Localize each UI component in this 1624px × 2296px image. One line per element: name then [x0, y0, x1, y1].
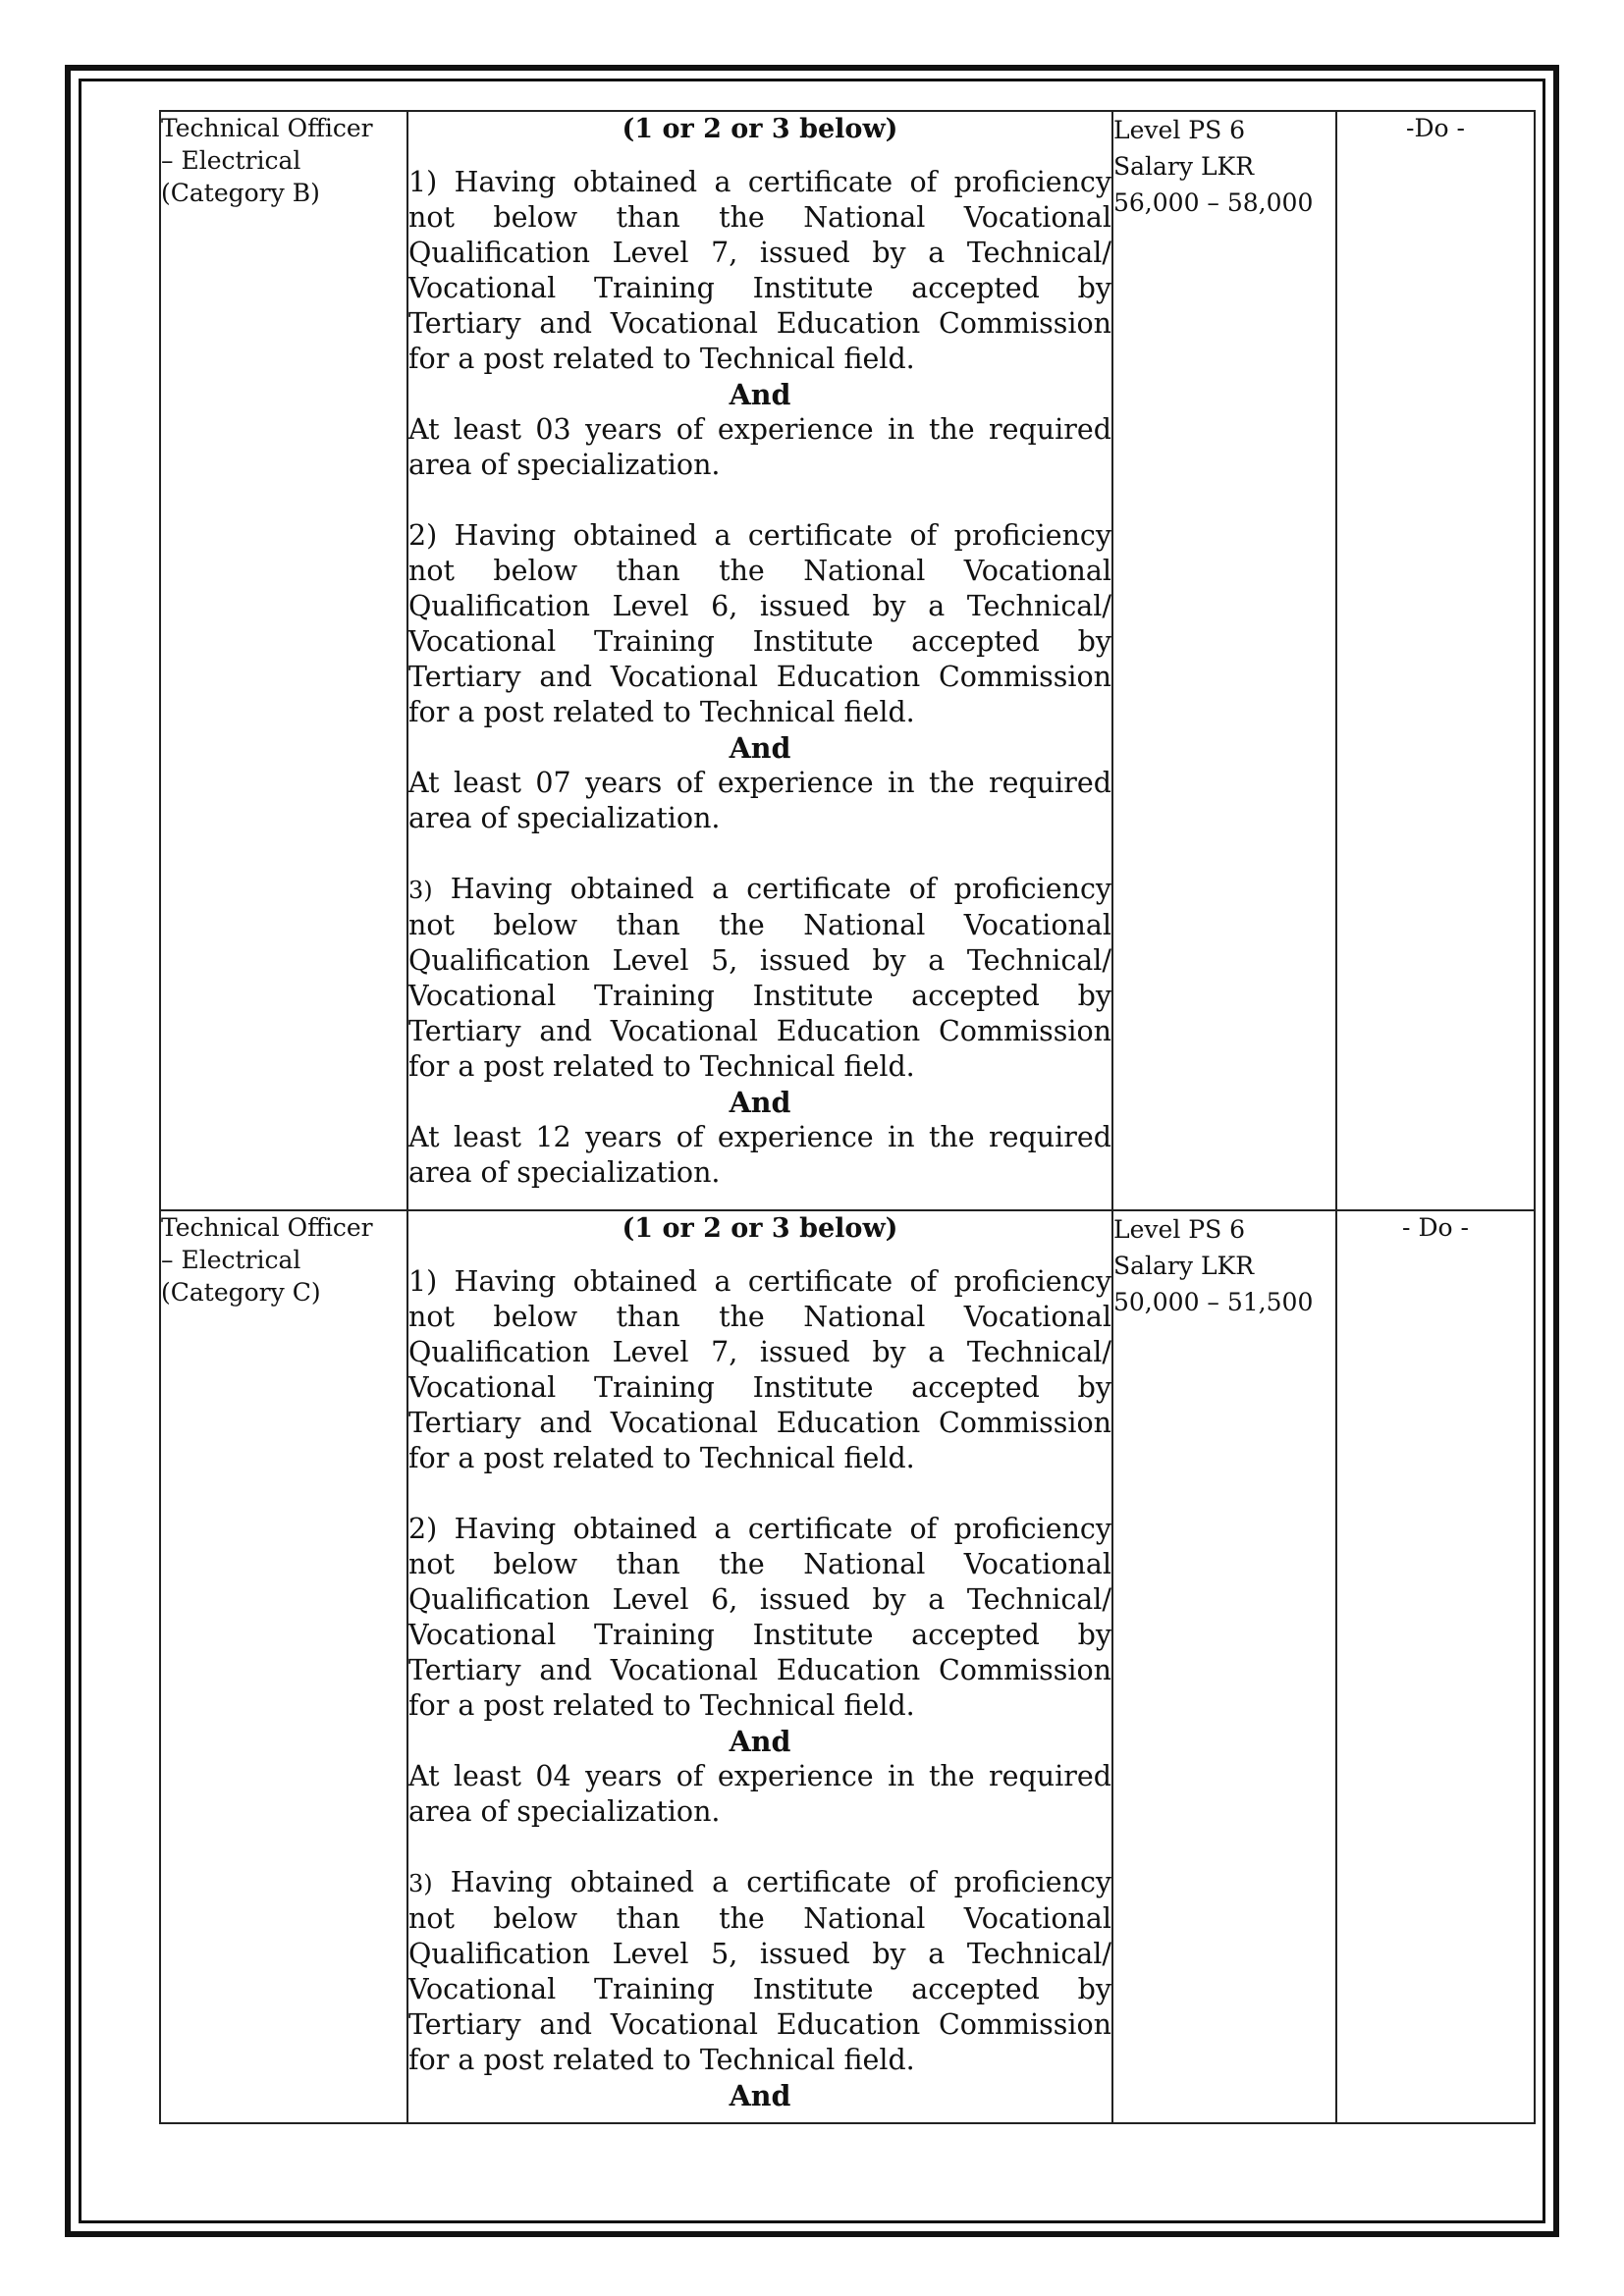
salary-level: Level PS 6 [1113, 1215, 1246, 1244]
salary-range: 50,000 – 51,500 [1113, 1288, 1314, 1316]
post-discipline: – Electrical [161, 1246, 301, 1274]
experience-requirement: At least 03 years of experience in the required area of specialization. [408, 413, 1111, 481]
qualification-option-2 [408, 518, 1111, 730]
salary-cell [1112, 1210, 1336, 2123]
option-number: 3) [408, 877, 433, 904]
and-connector: And [729, 1086, 791, 1119]
and-connector: And [729, 731, 791, 765]
experience-requirement: At least 12 years of experience in the required area of specialization. [408, 1121, 1111, 1189]
post-category: (Category B) [161, 179, 320, 207]
option-text: Having obtained a certificate of proficiency not below than the National Vocational Qualification Level 7, issued by a Technical/ Vocational Training Institute accepted by Tertiary and Vocational Education Commission for a post related to Technical field. [408, 166, 1111, 375]
ditto-mark: - Do - [1402, 1213, 1469, 1242]
recruitment-method-cell [1336, 1210, 1535, 2123]
option-text: Having obtained a certificate of proficiency not below than the National Vocational Qualification Level 5, issued by a Technical/ Vocational Training Institute accepted by Tertiary and Vocational Education Commission for a post related to Technical field. [408, 1866, 1112, 2076]
qualification-option-1 [408, 1264, 1111, 1476]
qualification-option-3 [408, 872, 1111, 1085]
post-title: Technical Officer [161, 114, 373, 142]
post-category: (Category C) [161, 1278, 321, 1307]
post-name-cell [160, 1210, 407, 2123]
and-connector: And [729, 1725, 791, 1758]
post-name-cell [160, 111, 407, 1210]
option-number: 2) [408, 519, 438, 552]
option-number: 2) [408, 1513, 438, 1545]
qualifications-cell [407, 111, 1112, 1210]
option-text: Having obtained a certificate of proficiency not below than the National Vocational Qualification Level 6, issued by a Technical/ Vocational Training Institute accepted by Tertiary and Vocational Education Commission for a post related to Technical field. [408, 519, 1111, 728]
qualification-option-3 [408, 1865, 1111, 2078]
option-text: Having obtained a certificate of proficiency not below than the National Vocational Qualification Level 5, issued by a Technical/ Vocational Training Institute accepted by Tertiary and Vocational Education Commission for a post related to Technical field. [408, 873, 1112, 1083]
and-connector: And [729, 2079, 791, 2112]
qualification-option-2 [408, 1512, 1111, 1724]
qualification-option-1 [408, 165, 1111, 377]
options-heading: (1 or 2 or 3 below) [622, 114, 898, 144]
salary-level: Level PS 6 [1113, 116, 1246, 144]
qualifications-cell [407, 1210, 1112, 2123]
options-heading: (1 or 2 or 3 below) [622, 1213, 898, 1244]
option-text: Having obtained a certificate of proficiency not below than the National Vocational Qualification Level 6, issued by a Technical/ Vocational Training Institute accepted by Tertiary and Vocational Education Commission for a post related to Technical field. [408, 1513, 1111, 1722]
and-connector: And [729, 378, 791, 411]
table-row-category-c [160, 1210, 1535, 2123]
table-row-category-b [160, 111, 1535, 1210]
option-text: Having obtained a certificate of proficiency not below than the National Vocational Qualification Level 7, issued by a Technical/ Vocational Training Institute accepted by Tertiary and Vocational Education Commission for a post related to Technical field. [408, 1265, 1111, 1474]
option-number: 1) [408, 166, 438, 198]
option-number: 1) [408, 1265, 438, 1298]
ditto-mark: -Do - [1406, 114, 1465, 142]
requirements-table [159, 110, 1536, 2124]
post-title: Technical Officer [161, 1213, 373, 1242]
post-discipline: – Electrical [161, 146, 301, 175]
experience-requirement: At least 07 years of experience in the required area of specialization. [408, 767, 1111, 834]
salary-label: Salary LKR [1113, 1252, 1255, 1280]
experience-requirement: At least 04 years of experience in the required area of specialization. [408, 1760, 1111, 1828]
option-number: 3) [408, 1870, 433, 1897]
recruitment-method-cell [1336, 111, 1535, 1210]
salary-label: Salary LKR [1113, 152, 1255, 181]
salary-range: 56,000 – 58,000 [1113, 188, 1314, 217]
salary-cell [1112, 111, 1336, 1210]
